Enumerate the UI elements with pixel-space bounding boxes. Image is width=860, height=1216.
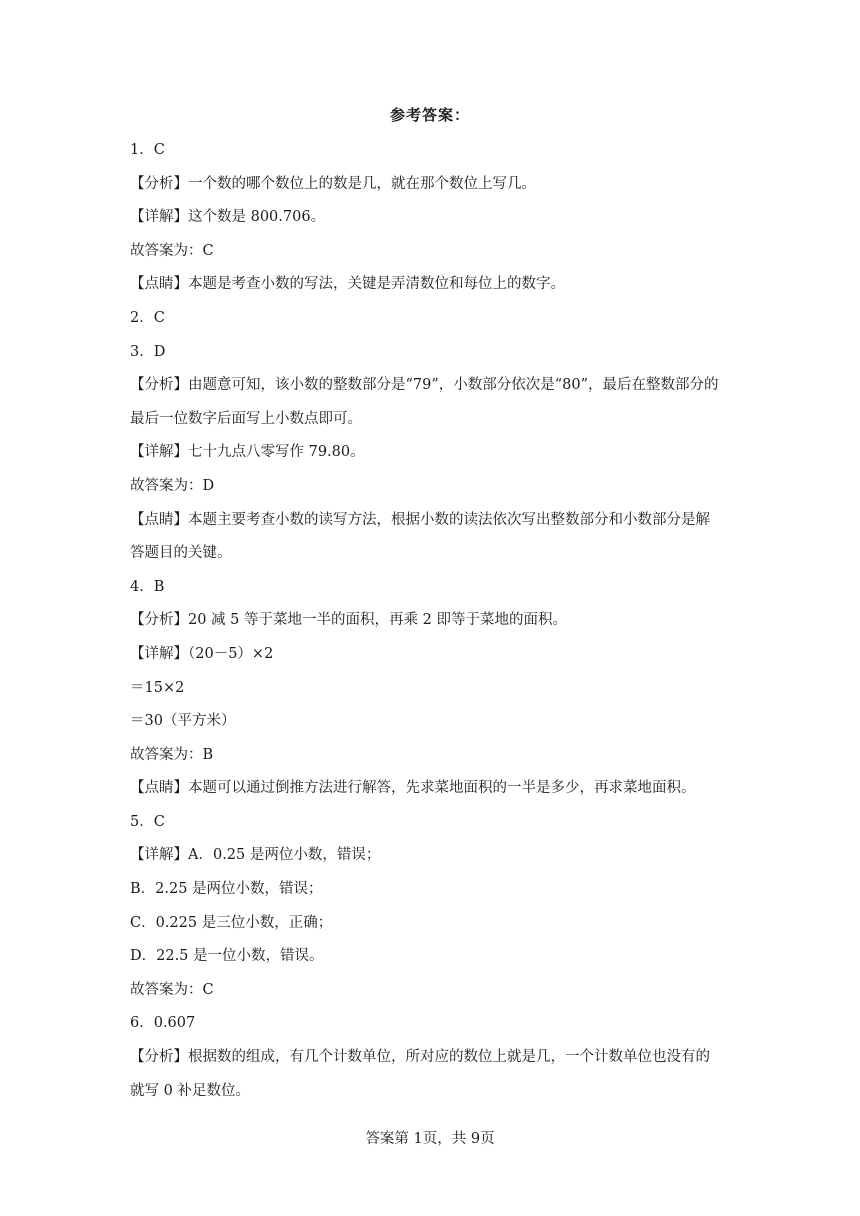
text-line: C．0.225 是三位小数，正确； bbox=[130, 914, 333, 931]
text-line: 【分析】20 减 5 等于菜地一半的面积，再乘 2 即等于菜地的面积。 bbox=[130, 612, 567, 629]
text-line: 【点睛】本题主要考查小数的读写方法，根据小数的读法依次写出整数部分和小数部分是解 bbox=[130, 511, 710, 528]
text-line: 【详解】七十九点八零写作 79.80。 bbox=[130, 444, 365, 461]
text-line: 【分析】由题意可知，该小数的整数部分是“79”，小数部分依次是“80”，最后在整数部分的 bbox=[130, 377, 719, 394]
text-line: 【分析】根据数的组成，有几个计数单位，所对应的数位上就是几，一个计数单位也没有的 bbox=[130, 1049, 710, 1066]
text-line: 答题目的关键。 bbox=[130, 545, 232, 562]
text-line: 5．C bbox=[130, 813, 165, 830]
page-footer: 答案第 1页，共 9页 bbox=[365, 1131, 495, 1147]
text-line: 6．0.607 bbox=[130, 1015, 196, 1032]
text-line: 【点睛】本题是考查小数的写法，关键是弄清数位和每位上的数字。 bbox=[130, 276, 565, 293]
text-line: 【详解】（20－5）×2 bbox=[130, 645, 274, 662]
text-line: 故答案为：C bbox=[130, 981, 214, 998]
text-line: ＝15×2 bbox=[130, 679, 185, 696]
text-line: 最后一位数字后面写上小数点即可。 bbox=[130, 410, 362, 427]
text-line: D．22.5 是一位小数，错误。 bbox=[130, 948, 324, 965]
text-line: 4．B bbox=[130, 578, 165, 595]
text-line: 故答案为：D bbox=[130, 477, 215, 494]
text-line: 1．C bbox=[130, 142, 165, 158]
answer-content bbox=[130, 134, 742, 1108]
text-line: ＝30（平方米） bbox=[130, 713, 236, 730]
text-line: 就写 0 补足数位。 bbox=[130, 1082, 250, 1099]
text-line: 故答案为：B bbox=[130, 746, 214, 763]
text-line: 【分析】一个数的哪个数位上的数是几，就在那个数位上写几。 bbox=[130, 175, 536, 192]
text-line: 3．D bbox=[130, 343, 166, 360]
text-line: 2．C bbox=[130, 309, 165, 326]
text-line: 【详解】A．0.25 是两位小数，错误； bbox=[130, 847, 381, 864]
text-line: 【详解】这个数是 800.706。 bbox=[130, 209, 326, 226]
text-line: 【点睛】本题可以通过倒推方法进行解答，先求菜地面积的一半是多少，再求菜地面积。 bbox=[130, 780, 696, 797]
text-line: B．2.25 是两位小数，错误； bbox=[130, 881, 323, 898]
text-line: 故答案为：C bbox=[130, 242, 214, 259]
page-title: 参考答案： bbox=[389, 106, 470, 124]
